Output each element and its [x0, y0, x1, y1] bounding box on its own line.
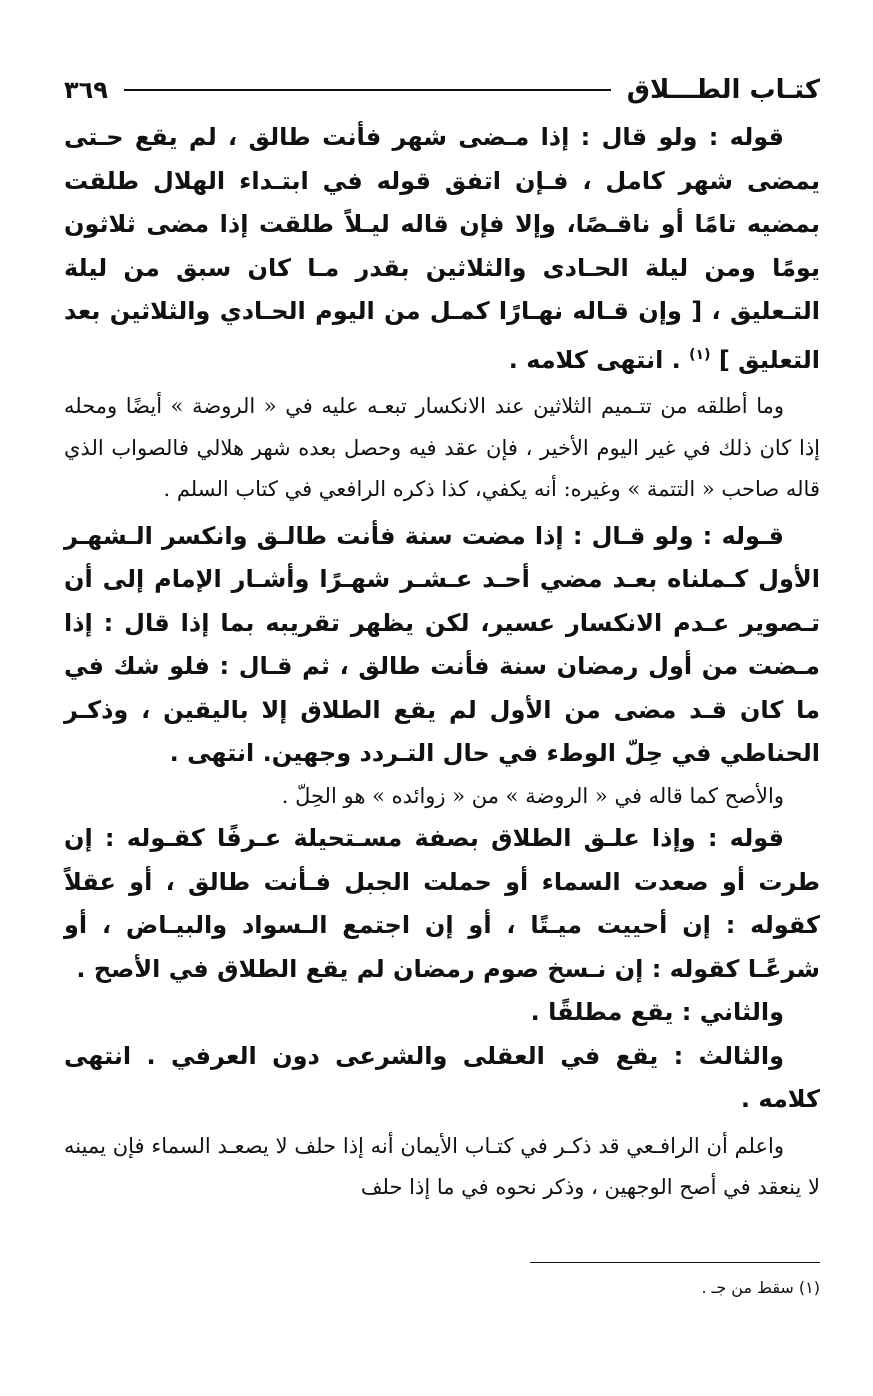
footnote: (١) سقط من جـ . [701, 1278, 820, 1297]
paragraph-5: قوله : وإذا علـق الطلاق بصفة مسـتحيلة عـرفًا كقـوله : إن طرت أو صعدت السماء أو حملت الجبل فـأنت طالق ، أو عقلاً كقوله : إن أحييت ميـتًا ، أو إن اجتمع الـسواد والبيـاض ، أو شرعًـا كقوله : إن نـسخ صوم رمضان لم يقع الطلاق في الأصح . [64, 824, 820, 983]
footnote-reference: (١) [689, 346, 711, 363]
page-number: ٣٦٩ [64, 76, 108, 104]
running-title: كتـاب الطـــلاق [626, 75, 820, 105]
paragraph-1-text: قوله : ولو قال : إذا مـضى شهر فأنت طالق ، لم يقع حـتى يمضى شهر كامل ، فـإن اتفق قوله في ابتـداء الهلال طلقت بمضيه تامًا أو ناقـصًا، وإلا فإن قاله ليـلاً طلقت إذا مضى ثلاثون يومًا ومن ليلة الحـادى والثلاثين بقدر مـا كان سبق من ليلة التـعليق ، [ وإن قـاله نهـارًا كمـل من اليوم الحـادي والثلاثين بعد التعليق ] [64, 123, 820, 374]
paragraph-3: قـوله : ولو قـال : إذا مضت سنة فأنت طالـق وانكسر الـشهـر الأول كـملناه بعـد مضي أحـد عـشـر شهـرًا وأشـار الإمام إلى أن تـصوير عـدم الانكسار عسير، لكن يظهر تقريبه بما إذا قال : إذا مـضت من أول رمضان سنة فأنت طالق ، ثم قـال : فلو شك في ما كان قـد مضى من الأول لم يقع الطلاق إلا باليقين ، وذكـر الحناطي في حِلّ الوطء في حال التـردد وجهين. انتهى . [64, 521, 820, 767]
body-text [64, 116, 820, 1209]
header-rule [124, 89, 611, 91]
paragraph-2: وما أطلقه من تتـميم الثلاثين عند الانكسار تبعـه عليه في « الروضة » أيضًا ومحله إذا كان ذلك في غير اليوم الأخير ، فإن عقد فيه وحصل بعده شهر هلالي فالصواب الذي قاله صاحب « التتمة » وغيره: أنه يكفي، كذا ذكره الرافعي في كتاب السلم . [64, 394, 820, 501]
paragraph-7: والثالث : يقع في العقلى والشرعى دون العرفي . انتهى كلامه . [64, 1041, 820, 1113]
running-header [64, 70, 820, 110]
paragraph-1-end: . انتهى كلامه . [508, 345, 681, 374]
paragraph-1 [64, 116, 820, 382]
paragraph-4: والأصح كما قاله في « الروضة » من « زوائده » هو الحِلّ . [281, 783, 784, 808]
paragraph-8: واعلم أن الرافـعي قد ذكـر في كتـاب الأيمان أنه إذا حلف لا يصعـد السماء فإن يمينه لا ينعقد في أصح الوجهين ، وذكر نحوه في ما إذا حلف [64, 1133, 820, 1199]
book-page [64, 70, 820, 1297]
paragraph-6: والثاني : يقع مطلقًا . [530, 998, 784, 1026]
footnote-rule [530, 1262, 820, 1263]
